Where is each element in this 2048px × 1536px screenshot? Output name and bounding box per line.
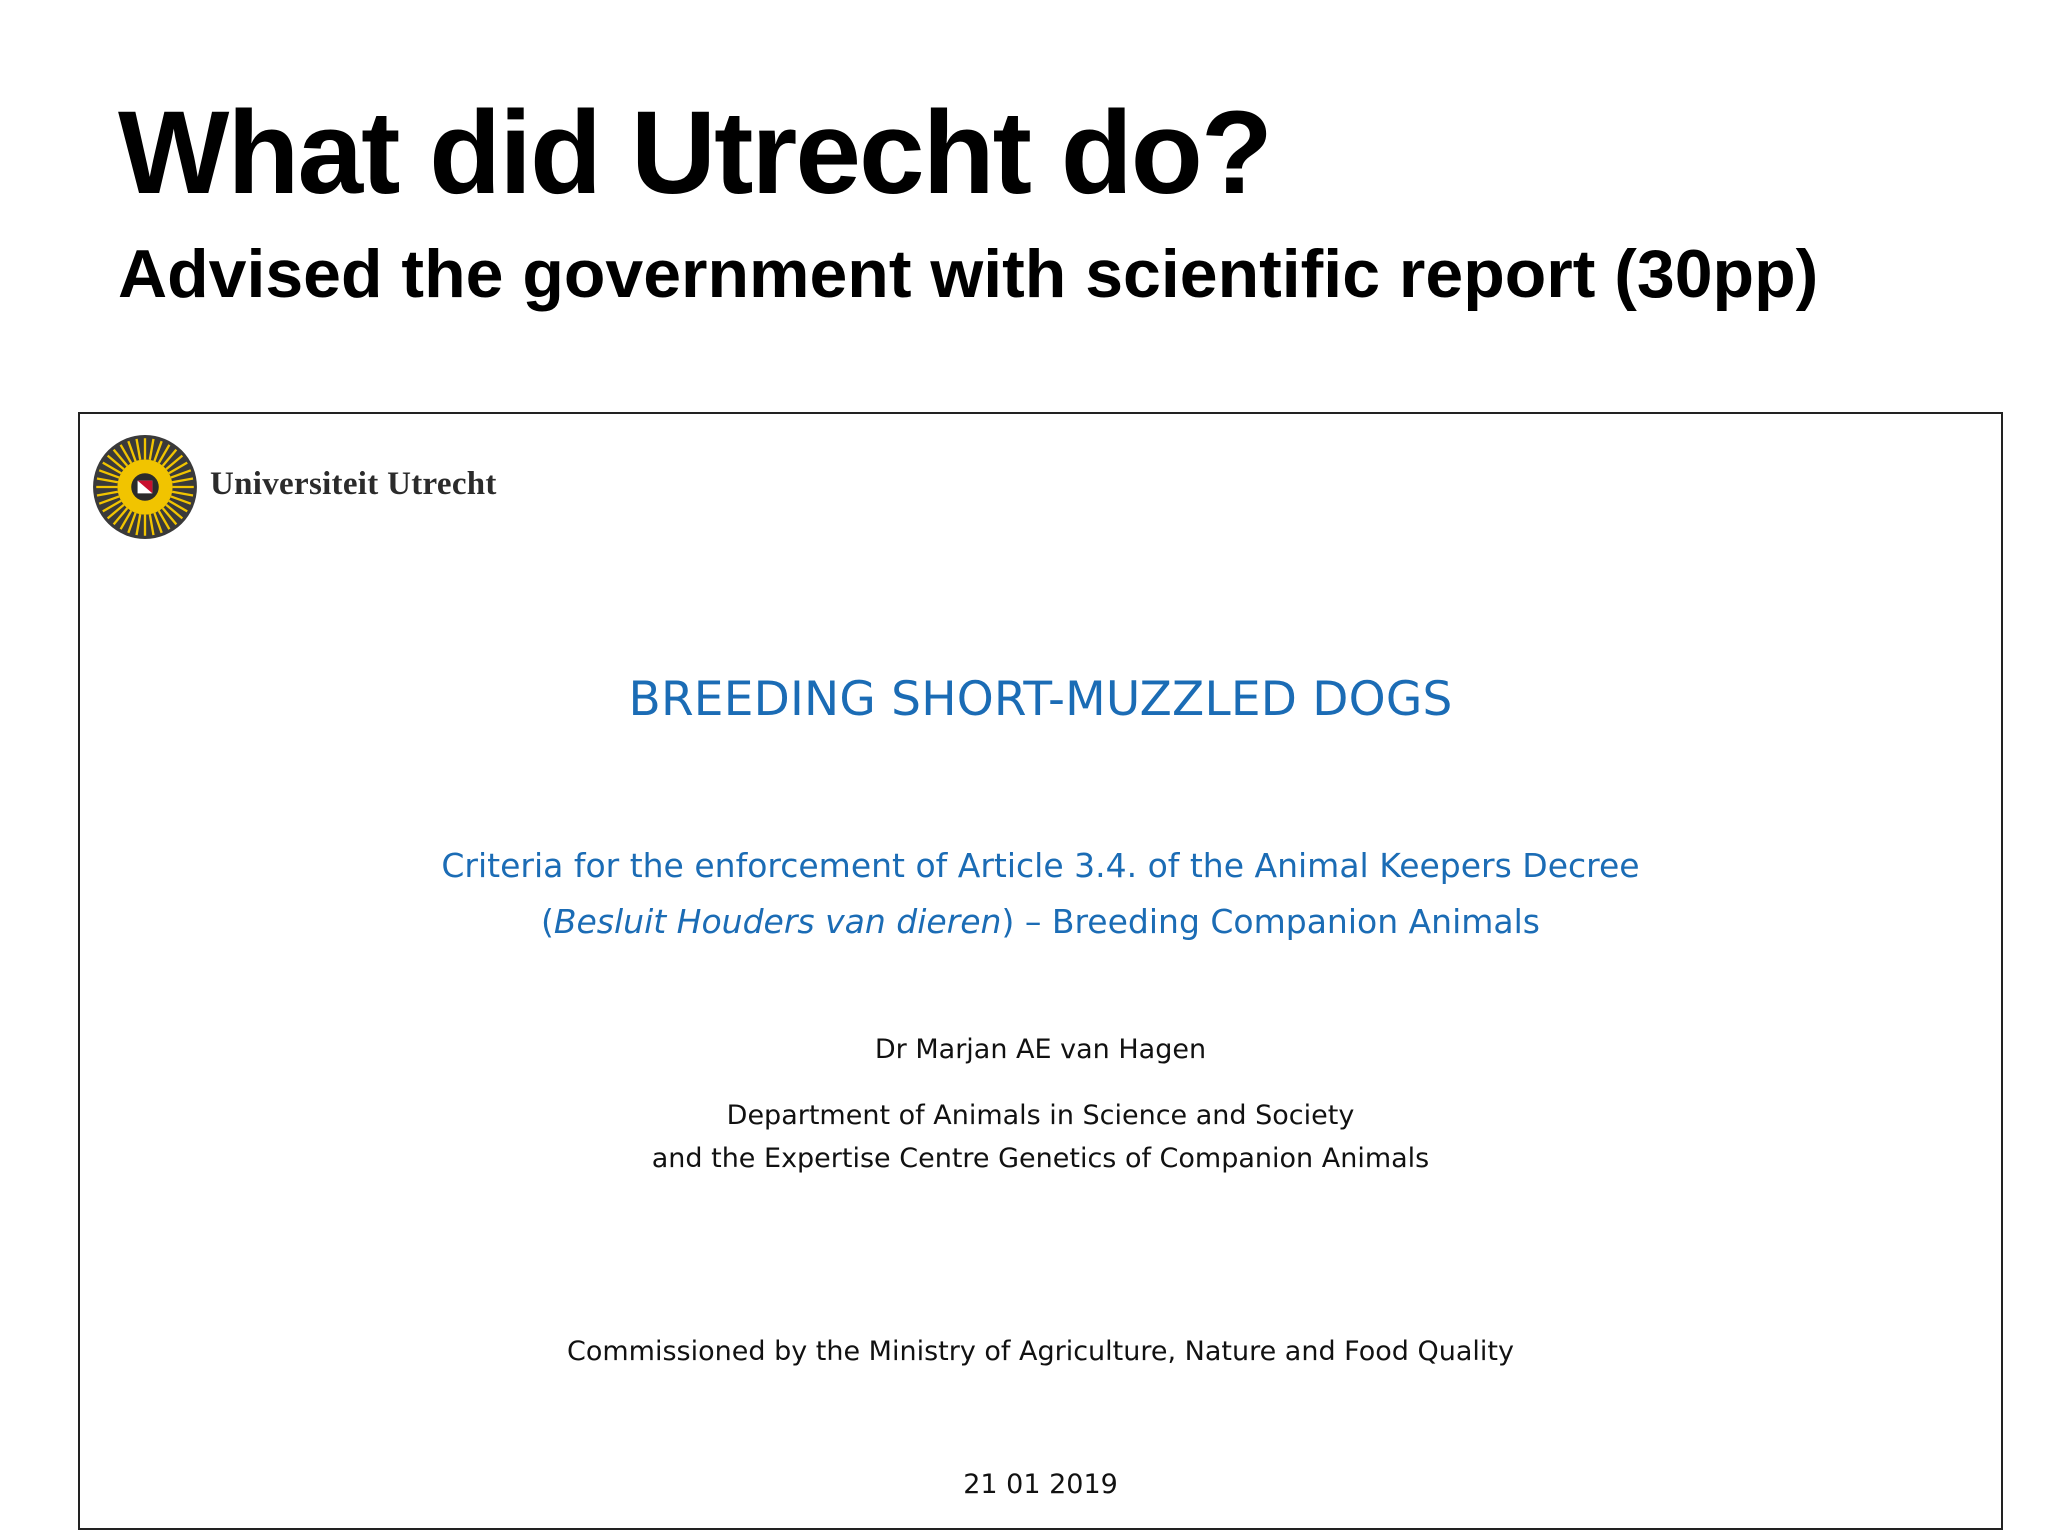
subtitle-rest: ) – Breeding Companion Animals xyxy=(1001,902,1540,941)
slide-title: What did Utrecht do? xyxy=(118,87,1271,219)
report-subtitle xyxy=(80,838,2001,950)
report-title: BREEDING SHORT-MUZZLED DOGS xyxy=(628,672,1453,727)
slide-subtitle: Advised the government with scientific report (30pp) xyxy=(118,236,1819,312)
universiteit-utrecht-sun-seal-icon xyxy=(92,434,198,540)
report-cover-page xyxy=(78,412,2003,1530)
report-date: 21 01 2019 xyxy=(963,1469,1118,1500)
subtitle-decree-name: Besluit Houders van dieren xyxy=(553,902,1002,941)
report-author: Dr Marjan AE van Hagen xyxy=(874,1034,1207,1065)
report-commissioned-by: Commissioned by the Ministry of Agriculture, Nature and Food Quality xyxy=(567,1336,1514,1367)
report-subtitle-line1: Criteria for the enforcement of Article 3.4. of the Animal Keepers Decree xyxy=(441,846,1640,885)
report-subtitle-line2 xyxy=(80,894,2001,950)
subtitle-open-paren: ( xyxy=(540,902,554,941)
university-name: Universiteit Utrecht xyxy=(210,466,497,502)
report-department-line1: Department of Animals in Science and Society xyxy=(726,1100,1355,1131)
report-department-line2: and the Expertise Centre Genetics of Companion Animals xyxy=(651,1143,1430,1174)
report-department xyxy=(80,1094,2001,1180)
